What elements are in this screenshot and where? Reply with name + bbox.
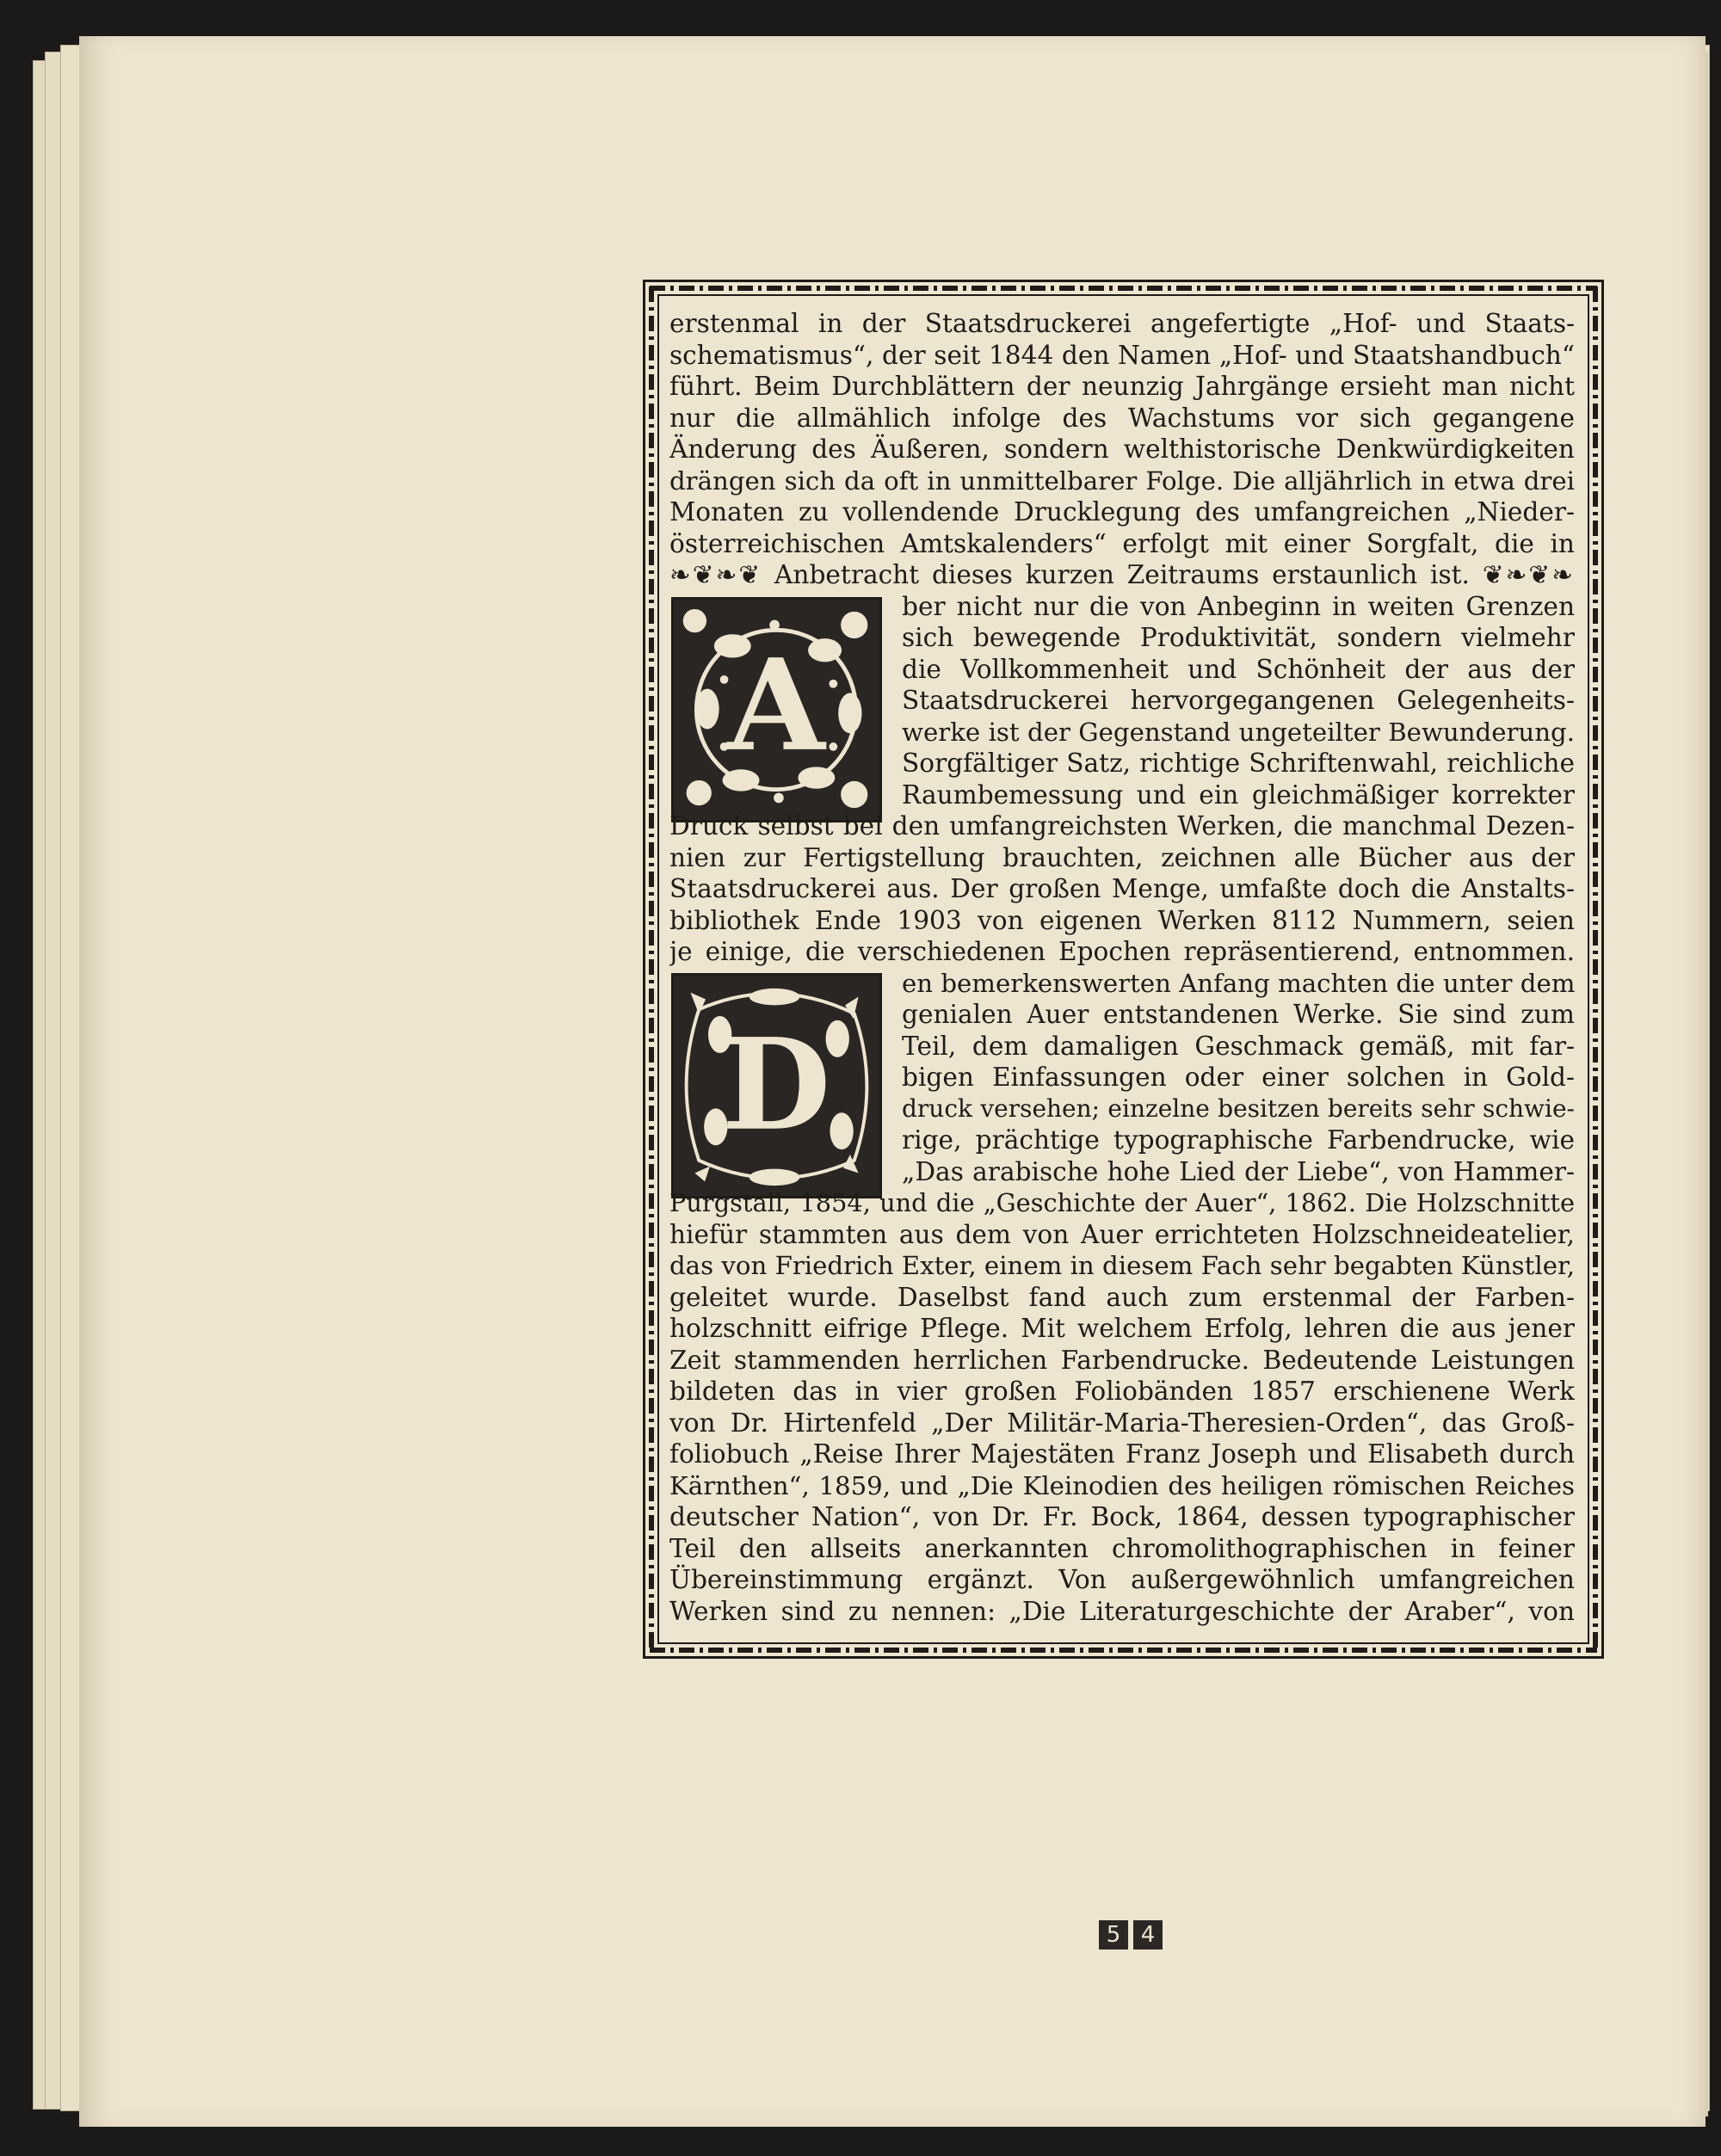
text-line: Änderung des Äußeren, sondern welthistorische Denkwürdigkeiten bbox=[669, 434, 1575, 464]
svg-text:A: A bbox=[727, 631, 825, 779]
text-line: Werken sind zu nennen: „Die Literaturgeschichte der Araber“, von bbox=[669, 1596, 1575, 1626]
text-line: österreichischen Amtskalenders“ erfolgt mit einer Sorgfalt, die in bbox=[669, 528, 1575, 558]
body-text bbox=[669, 308, 1575, 1627]
text-line: „Das arabische hohe Lied der Liebe“, von Hammer- bbox=[902, 1156, 1575, 1186]
text-line: Teil, dem damaligen Geschmack gemäß, mit far- bbox=[902, 1031, 1575, 1061]
text-line: Raumbemessung und ein gleichmäßiger korrekter bbox=[902, 779, 1575, 810]
text-line: drängen sich da oft in unmittelbarer Folge. Die alljährlich in etwa drei bbox=[669, 465, 1575, 496]
frame-rule-left bbox=[649, 286, 654, 1652]
text-line: Staatsdruckerei aus. Der großen Menge, umfaßte doch die Anstalts- bbox=[669, 874, 1575, 903]
text-line: nur die allmählich infolge des Wachstums vor sich gegangene bbox=[669, 403, 1575, 433]
text-line: führt. Beim Durchblättern der neunzig Jahrgänge ersieht man nicht bbox=[669, 372, 1575, 401]
text-line: foliobuch „Reise Ihrer Majestäten Franz Joseph und Elisabeth durch bbox=[669, 1439, 1575, 1469]
text-line: schematismus“, der seit 1844 den Namen „Hof- und Staatshandbuch“ bbox=[669, 340, 1575, 370]
text-line: werke ist der Gegenstand ungeteilter Bewunderung. bbox=[902, 717, 1575, 747]
page-number bbox=[1099, 1920, 1163, 1950]
text-line: holzschnitt eifrige Pflege. Mit welchem Erfolg, lehren die aus jener bbox=[669, 1314, 1575, 1343]
frame-rule-bottom bbox=[650, 1648, 1597, 1653]
text-line: geleitet wurde. Daselbst fand auch zum erstenmal der Farben- bbox=[669, 1282, 1575, 1312]
text-line: en bemerkenswerten Anfang machten die unter dem bbox=[902, 968, 1575, 998]
text-line: hiefür stammten aus dem von Auer errichteten Holzschneideatelier, bbox=[669, 1219, 1575, 1249]
text-line: Zeit stammenden herrlichen Farbendrucke. Bedeutende Leistungen bbox=[669, 1345, 1575, 1375]
frame-rule-right bbox=[1593, 286, 1598, 1652]
page-number-digit: 5 bbox=[1099, 1920, 1128, 1950]
ornament-right-icon: ❦❧❦❧ bbox=[1482, 560, 1575, 589]
frame-rule-top bbox=[650, 286, 1597, 291]
text-line: Anbetracht dieses kurzen Zeitraums erstaunlich ist. bbox=[774, 560, 1470, 589]
text-line: druck versehen; einzelne besitzen bereits sehr schwie- bbox=[902, 1093, 1575, 1123]
text-line: die Vollkommenheit und Schönheit der aus der bbox=[902, 654, 1575, 684]
text-line: ber nicht nur die von Anbeginn in weiten Grenzen bbox=[902, 591, 1575, 621]
text-line: bigen Einfassungen oder einer solchen in Gold- bbox=[902, 1063, 1575, 1092]
text-line: bildeten das in vier großen Foliobänden 1857 erschienene Werk bbox=[669, 1377, 1575, 1406]
text-line: erstenmal in der Staatsdruckerei angefertigte „Hof- und Staats- bbox=[669, 309, 1575, 338]
text-line: deutscher Nation“, von Dr. Fr. Bock, 1864, dessen typographischer bbox=[669, 1502, 1575, 1531]
text-line: je einige, die verschiedenen Epochen repräsentierend, entnommen. bbox=[669, 937, 1575, 966]
text-line: Druck selbst bei den umfangreichsten Werken, die manchmal Dezen- bbox=[669, 811, 1575, 841]
text-line: Purgstall, 1854, und die „Geschichte der Auer“, 1862. Die Holzschnitte bbox=[669, 1188, 1575, 1217]
text-frame bbox=[643, 280, 1604, 1659]
page-number-digit: 4 bbox=[1133, 1920, 1163, 1950]
text-line: rige, prächtige typographische Farbendrucke, wie bbox=[902, 1125, 1575, 1155]
text-line: nien zur Fertigstellung brauchten, zeichnen alle Bücher aus der bbox=[669, 842, 1575, 872]
text-line: Staatsdruckerei hervorgegangenen Gelegenheits- bbox=[902, 686, 1575, 715]
text-line: Sorgfältiger Satz, richtige Schriftenwahl, reichliche bbox=[902, 748, 1575, 778]
svg-text:D: D bbox=[721, 1010, 831, 1159]
ornament-left-icon: ❧❦❧❦ bbox=[669, 560, 762, 589]
text-line-with-ornaments bbox=[669, 559, 1575, 591]
text-line: bibliothek Ende 1903 von eigenen Werken 8112 Nummern, seien bbox=[669, 905, 1575, 935]
text-line: das von Friedrich Exter, einem in diesem Fach sehr begabten Künstler, bbox=[669, 1251, 1575, 1280]
text-line: Übereinstimmung ergänzt. Von außergewöhnlich umfangreichen bbox=[669, 1565, 1575, 1594]
text-line: sich bewegende Produktivität, sondern vielmehr bbox=[902, 623, 1575, 652]
text-line: Kärnthen“, 1859, und „Die Kleinodien des heiligen römischen Reiches bbox=[669, 1470, 1575, 1500]
text-line: genialen Auer entstandenen Werke. Sie sind zum bbox=[902, 1000, 1575, 1029]
text-line: Monaten zu vollendende Drucklegung des umfangreichen „Nieder- bbox=[669, 497, 1575, 527]
text-line: Teil den allseits anerkannten chromolithographischen in feiner bbox=[669, 1533, 1575, 1563]
text-line: von Dr. Hirtenfeld „Der Militär-Maria-Theresien-Orden“, das Groß- bbox=[669, 1408, 1575, 1438]
book-page bbox=[79, 36, 1706, 2127]
